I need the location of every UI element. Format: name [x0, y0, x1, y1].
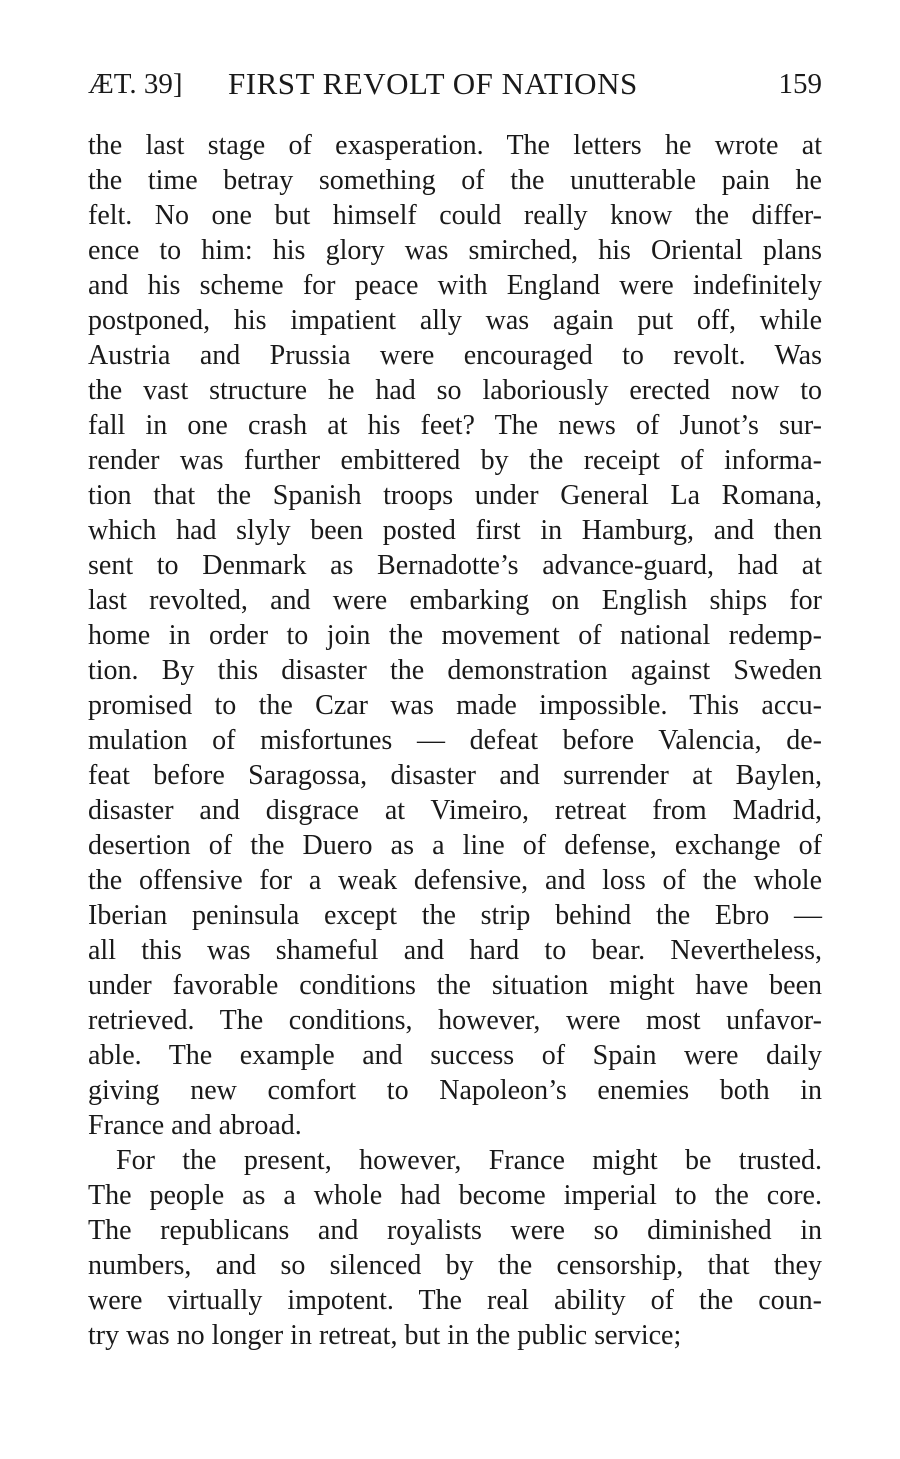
text-line: mulation of misfortunes — defeat before Valencia, de-	[88, 725, 822, 756]
text-line: felt. No one but himself could really know the differ-	[88, 200, 822, 231]
text-line: render was further embittered by the receipt of informa-	[88, 445, 822, 476]
text-line: fall in one crash at his feet? The news of Junot’s sur-	[88, 410, 822, 441]
text-line: numbers, and so silenced by the censorship, that they	[88, 1250, 822, 1281]
text-line: try was no longer in retreat, but in the public service;	[88, 1320, 682, 1351]
text-line: the offensive for a weak defensive, and loss of the whole	[88, 865, 822, 896]
text-line: and his scheme for peace with England were indefinitely	[88, 270, 822, 301]
text-line: able. The example and success of Spain were daily	[88, 1040, 822, 1071]
text-line: ence to him: his glory was smirched, his Oriental plans	[88, 235, 822, 266]
text-line: sent to Denmark as Bernadotte’s advance-guard, had at	[88, 550, 822, 581]
text-line: tion that the Spanish troops under General La Romana,	[88, 480, 822, 511]
text-line: under favorable conditions the situation might have been	[88, 970, 822, 1001]
text-line: the last stage of exasperation. The letters he wrote at	[88, 130, 822, 161]
paragraph	[88, 1143, 822, 1353]
paragraph	[88, 128, 822, 1143]
text-line: postponed, his impatient ally was again put off, while	[88, 305, 822, 336]
text-line: retrieved. The conditions, however, were most unfavor-	[88, 1005, 822, 1036]
text-line: the vast structure he had so laboriously erected now to	[88, 375, 822, 406]
text-line: For the present, however, France might be trusted.	[116, 1145, 822, 1176]
text-line: giving new comfort to Napoleon’s enemies both in	[88, 1075, 822, 1106]
text-line: were virtually impotent. The real ability of the coun-	[88, 1285, 822, 1316]
running-head	[88, 64, 822, 104]
text-line: Iberian peninsula except the strip behind the Ebro —	[88, 900, 822, 931]
text-line: home in order to join the movement of national redemp-	[88, 620, 822, 651]
text-line: feat before Saragossa, disaster and surrender at Baylen,	[88, 760, 822, 791]
text-line: which had slyly been posted first in Hamburg, and then	[88, 515, 822, 546]
chapter-age-marker: ÆT. 39]	[88, 68, 183, 100]
text-line: last revolted, and were embarking on English ships for	[88, 585, 822, 616]
text-line: The people as a whole had become imperial to the core.	[88, 1180, 822, 1211]
text-line: tion. By this disaster the demonstration against Sweden	[88, 655, 822, 686]
text-line: France and abroad.	[88, 1110, 302, 1141]
text-line: Austria and Prussia were encouraged to revolt. Was	[88, 340, 822, 371]
running-title: FIRST REVOLT OF NATIONS	[228, 66, 638, 101]
text-line: The republicans and royalists were so diminished in	[88, 1215, 822, 1246]
body-text	[88, 128, 822, 1353]
text-line: the time betray something of the unutterable pain he	[88, 165, 822, 196]
page-number: 159	[778, 68, 822, 100]
text-line: desertion of the Duero as a line of defense, exchange of	[88, 830, 822, 861]
text-line: disaster and disgrace at Vimeiro, retreat from Madrid,	[88, 795, 822, 826]
text-line: promised to the Czar was made impossible. This accu-	[88, 690, 822, 721]
text-line: all this was shameful and hard to bear. Nevertheless,	[88, 935, 822, 966]
